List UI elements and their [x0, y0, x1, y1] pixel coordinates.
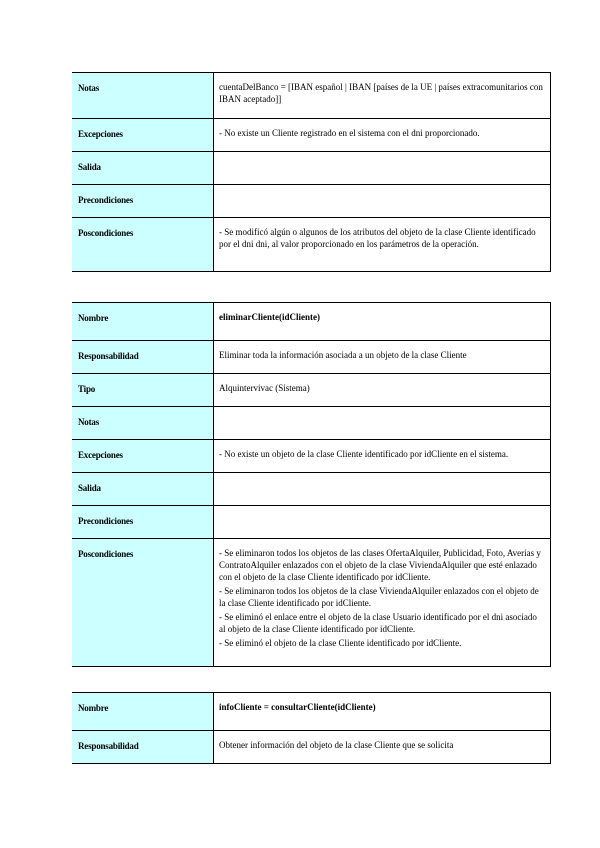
table-row [72, 73, 551, 119]
row-label-precondiciones: Precondiciones [72, 506, 214, 539]
row-value-salida [214, 152, 551, 185]
table-row [72, 218, 551, 272]
row-label-salida: Salida [72, 473, 214, 506]
row-value-precondiciones [214, 185, 551, 218]
row-label-nombre: Nombre [72, 303, 214, 341]
table-row [72, 303, 551, 341]
poscondicion-line: - Se eliminó el enlace entre el objeto de la clase Usuario identificado por el dni asociado al objeto de la clase Cliente identificado por idCliente. [219, 612, 537, 634]
row-value-tipo: Alquintervivac (Sistema) [214, 374, 551, 407]
operation-table-modify-client [72, 72, 551, 272]
table-row [72, 119, 551, 152]
row-label-poscondiciones: Poscondiciones [72, 539, 214, 667]
poscondicion-line: - Se eliminó el objeto de la clase Cliente identificado por idCliente. [219, 638, 462, 648]
table-row [72, 473, 551, 506]
row-label-poscondiciones: Poscondiciones [72, 218, 214, 272]
row-value-responsabilidad: Eliminar toda la información asociada a un objeto de la clase Cliente [214, 341, 551, 374]
row-value-poscondiciones [214, 539, 551, 667]
table-row [72, 506, 551, 539]
table-row [72, 341, 551, 374]
row-label-notas: Notas [72, 407, 214, 440]
table-row [72, 152, 551, 185]
poscondicion-line: - Se eliminaron todos los objetos de la clase ViviendaAlquiler enlazados con el objeto de la clase Cliente identificado por idCliente. [219, 586, 539, 608]
row-value-excepciones: - No existe un objeto de la clase Cliente identificado por idCliente en el sistema. [214, 440, 551, 473]
row-value-excepciones: - No existe un Cliente registrado en el sistema con el dni proporcionado. [214, 119, 551, 152]
row-label-excepciones: Excepciones [72, 440, 214, 473]
row-value-precondiciones [214, 506, 551, 539]
row-value-nombre: eliminarCliente(idCliente) [214, 303, 551, 341]
row-label-notas: Notas [72, 73, 214, 119]
row-value-poscondiciones: - Se modificó algún o algunos de los atributos del objeto de la clase Cliente identificado por el dni dni, al valor proporcionado en los parámetros de la operación. [214, 218, 551, 272]
row-label-excepciones: Excepciones [72, 119, 214, 152]
table-row [72, 374, 551, 407]
row-value-nombre: infoCliente = consultarCliente(idCliente) [214, 693, 551, 731]
poscondicion-line: - Se eliminaron todos los objetos de las clases OfertaAlquiler, Publicidad, Foto, Averías y ContratoAlquiler enlazados con el objeto de la clase ViviendaAlquiler que esté enlazado con el objeto de la clase Cliente identificado por idCliente. [219, 548, 541, 582]
table-row [72, 407, 551, 440]
operation-table-eliminar-cliente [72, 302, 551, 667]
table-row [72, 731, 551, 764]
row-value-responsabilidad: Obtener información del objeto de la clase Cliente que se solicita [214, 731, 551, 764]
row-label-nombre: Nombre [72, 693, 214, 731]
row-label-tipo: Tipo [72, 374, 214, 407]
row-label-responsabilidad: Responsabilidad [72, 731, 214, 764]
row-label-precondiciones: Precondiciones [72, 185, 214, 218]
table-row [72, 693, 551, 731]
row-label-responsabilidad: Responsabilidad [72, 341, 214, 374]
row-value-notas [214, 407, 551, 440]
row-value-notas: cuentaDelBanco = [IBAN español | IBAN [países de la UE | países extracomunitarios con IBAN aceptado]] [214, 73, 551, 119]
row-value-salida [214, 473, 551, 506]
table-row [72, 440, 551, 473]
row-label-salida: Salida [72, 152, 214, 185]
table-row [72, 185, 551, 218]
operation-table-consultar-cliente [72, 692, 551, 764]
table-row [72, 539, 551, 667]
